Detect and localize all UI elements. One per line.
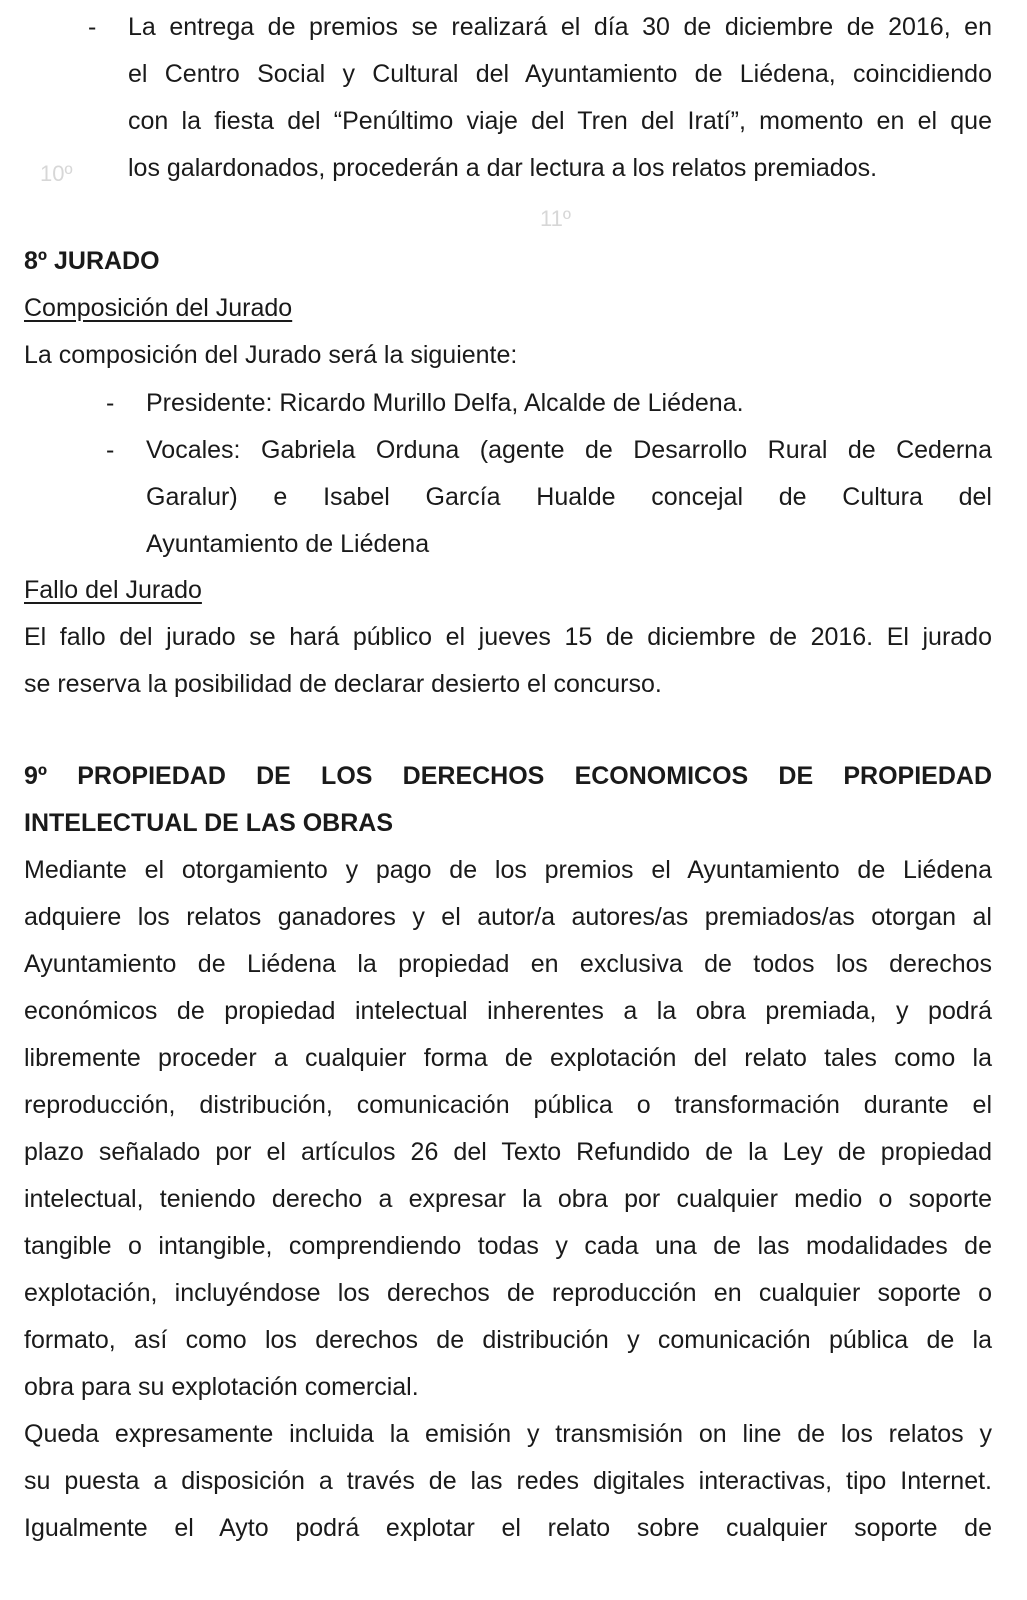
verdict-line: El fallo del jurado se hará público el jueves 15 de diciembre de 2016. El jurado <box>24 623 992 651</box>
intro-line: con la fiesta del “Penúltimo viaje del Tren del Iratí”, momento en el que <box>128 107 992 135</box>
section-9-heading: INTELECTUAL DE LAS OBRAS <box>24 809 393 837</box>
paragraph-line: tangible o intangible, comprendiendo todas y cada una de las modalidades de <box>24 1232 992 1260</box>
composition-title: Composición del Jurado <box>24 294 293 322</box>
verdict-title: Fallo del Jurado <box>24 576 202 604</box>
paragraph-line: económicos de propiedad intelectual inherentes a la obra premiada, y podrá <box>24 997 992 1025</box>
jury-vocales-line: Vocales: Gabriela Orduna (agente de Desarrollo Rural de Cederna <box>146 436 992 464</box>
paragraph-line: Igualmente el Ayto podrá explotar el relato sobre cualquier soporte de <box>24 1514 992 1542</box>
paragraph-line: Queda expresamente incluida la emisión y transmisión on line de los relatos y <box>24 1420 992 1448</box>
composition-intro: La composición del Jurado será la siguiente: <box>24 341 518 369</box>
intro-line: el Centro Social y Cultural del Ayuntamiento de Liédena, coincidiendo <box>128 60 992 88</box>
section-9-heading: 9º PROPIEDAD DE LOS DERECHOS ECONOMICOS DE PROPIEDAD <box>24 762 992 790</box>
jury-vocales-line: Garalur) e Isabel García Hualde concejal de Cultura del <box>146 483 992 511</box>
verdict-line: se reserva la posibilidad de declarar desierto el concurso. <box>24 670 662 698</box>
paragraph-line: reproducción, distribución, comunicación pública o transformación durante el <box>24 1091 992 1119</box>
jury-president: Presidente: Ricardo Murillo Delfa, Alcalde de Liédena. <box>146 389 744 417</box>
paragraph-line: obra para su explotación comercial. <box>24 1373 419 1401</box>
paragraph-line: formato, así como los derechos de distribución y comunicación pública de la <box>24 1326 992 1354</box>
bullet-dash: - <box>88 13 97 41</box>
intro-line: La entrega de premios se realizará el día 30 de diciembre de 2016, en <box>128 13 992 41</box>
section-8-heading: 8º JURADO <box>24 247 160 275</box>
bleed-through-right: 11º <box>540 206 571 231</box>
jury-vocales-line: Ayuntamiento de Liédena <box>146 530 430 558</box>
paragraph-line: explotación, incluyéndose los derechos de reproducción en cualquier soporte o <box>24 1279 992 1307</box>
bleed-through-left: 10º <box>40 161 73 186</box>
paragraph-line: Ayuntamiento de Liédena la propiedad en exclusiva de todos los derechos <box>24 950 992 978</box>
bullet-dash: - <box>106 436 115 464</box>
bullet-dash: - <box>106 389 115 417</box>
paragraph-line: Mediante el otorgamiento y pago de los premios el Ayuntamiento de Liédena <box>24 856 992 884</box>
paragraph-line: adquiere los relatos ganadores y el autor/a autores/as premiados/as otorgan al <box>24 903 992 931</box>
paragraph-line: intelectual, teniendo derecho a expresar la obra por cualquier medio o soporte <box>24 1185 992 1213</box>
paragraph-line: libremente proceder a cualquier forma de explotación del relato tales como la <box>24 1044 992 1072</box>
intro-line: los galardonados, procederán a dar lectura a los relatos premiados. <box>128 154 878 182</box>
paragraph-line: plazo señalado por el artículos 26 del Texto Refundido de la Ley de propiedad <box>24 1138 992 1166</box>
paragraph-line: su puesta a disposición a través de las redes digitales interactivas, tipo Internet. <box>24 1467 992 1495</box>
